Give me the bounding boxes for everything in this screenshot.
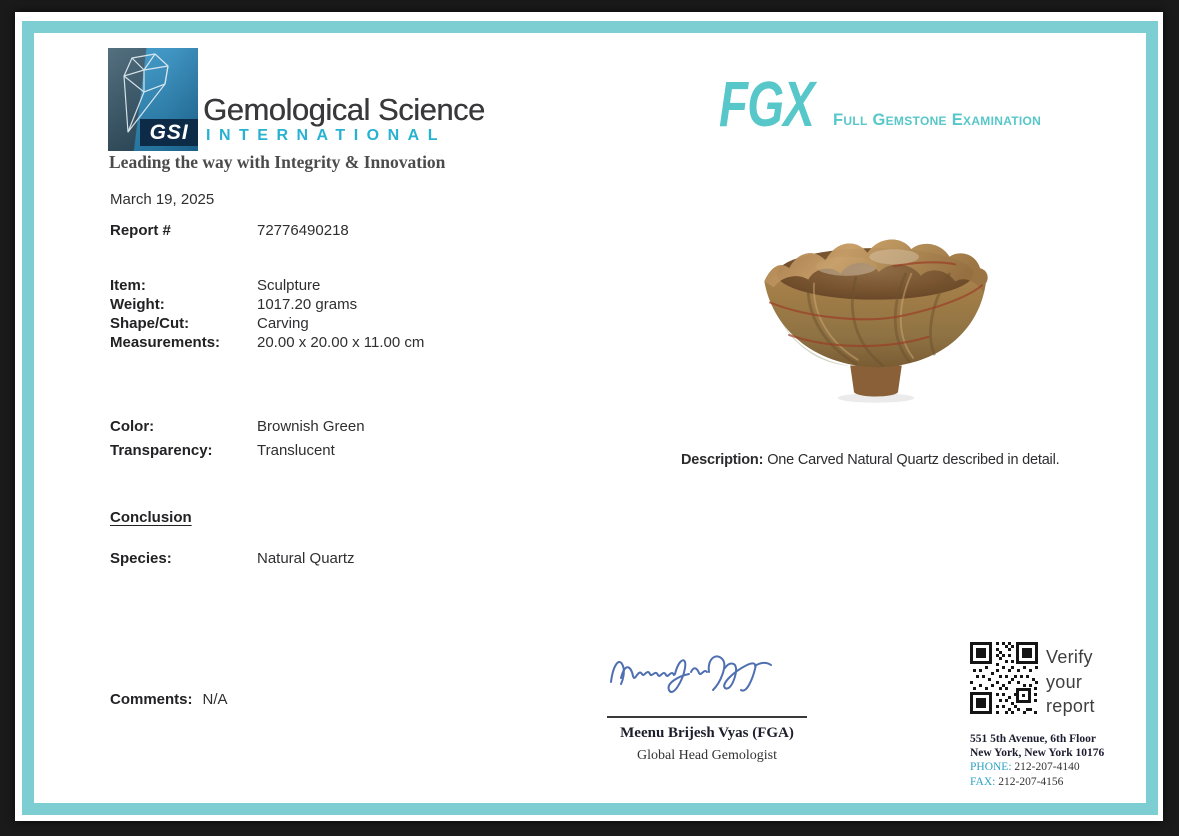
item-row (110, 277, 320, 294)
fgx-logo: FGX (719, 68, 815, 140)
report-date: March 19, 2025 (110, 191, 215, 208)
color-row (110, 418, 365, 435)
weight-row (110, 296, 357, 313)
certificate-page (15, 12, 1163, 821)
field-label: Shape/Cut: (110, 315, 190, 332)
field-label: Species: (110, 550, 172, 567)
field-label: Weight: (110, 296, 165, 313)
signatory-title: Global Head Gemologist (637, 748, 777, 763)
gsi-logo (108, 48, 198, 151)
field-label: Transparency: (110, 442, 213, 459)
brand-international: INTERNATIONAL (206, 127, 446, 144)
verify-line: your (1046, 671, 1083, 692)
field-value: N/A (202, 691, 228, 708)
field-value: 1017.20 grams (257, 296, 358, 313)
gsi-logo-text: GSI (140, 119, 198, 146)
fax-value: 212-207-4156 (998, 776, 1064, 788)
field-label: Color: (110, 418, 155, 435)
signature-divider (607, 716, 807, 718)
address-line-1: 551 5th Avenue, 6th Floor (970, 733, 1096, 745)
brand-name: Gemological Science (203, 92, 485, 127)
description-text: One Carved Natural Quartz described in detail. (767, 452, 1060, 468)
verify-line: report (1046, 696, 1095, 716)
item-photo (751, 218, 1001, 410)
comments-row (110, 691, 228, 708)
phone-row (970, 760, 1104, 775)
verify-report-text (1046, 645, 1095, 719)
conclusion-heading: Conclusion (110, 509, 192, 526)
shape-cut-row (110, 315, 309, 332)
phone-value: 212-207-4140 (1014, 761, 1080, 773)
phone-label: PHONE: (970, 761, 1012, 773)
report-number-value: 72776490218 (257, 222, 349, 239)
qr-code-image (970, 642, 1038, 714)
report-number-row (110, 222, 349, 239)
signatory-name: Meenu Brijesh Vyas (FGA) (620, 725, 794, 741)
contact-block (970, 732, 1104, 790)
item-description (681, 452, 1081, 468)
transparency-row (110, 442, 335, 459)
field-value: Natural Quartz (257, 550, 355, 567)
verify-line: Verify (1046, 647, 1093, 667)
field-label: Item: (110, 277, 146, 294)
field-value: Translucent (257, 442, 335, 459)
field-label: Measurements: (110, 334, 221, 351)
species-row (110, 550, 355, 567)
field-value: Carving (257, 315, 309, 332)
field-label: Report # (110, 222, 171, 239)
fax-label: FAX: (970, 776, 996, 788)
fax-row (970, 775, 1104, 790)
description-label: Description: (681, 452, 764, 468)
field-value: Brownish Green (257, 418, 365, 435)
measurements-row (110, 334, 424, 351)
signature-image (607, 632, 779, 712)
field-value: 20.00 x 20.00 x 11.00 cm (257, 334, 425, 351)
field-label: Comments: (110, 691, 193, 708)
field-value: Sculpture (257, 277, 321, 294)
address-line-2: New York, New York 10176 (970, 747, 1105, 759)
brand-tagline: Leading the way with Integrity & Innovation (109, 152, 446, 172)
fgx-subtitle: Full Gemstone Examination (833, 111, 1042, 129)
